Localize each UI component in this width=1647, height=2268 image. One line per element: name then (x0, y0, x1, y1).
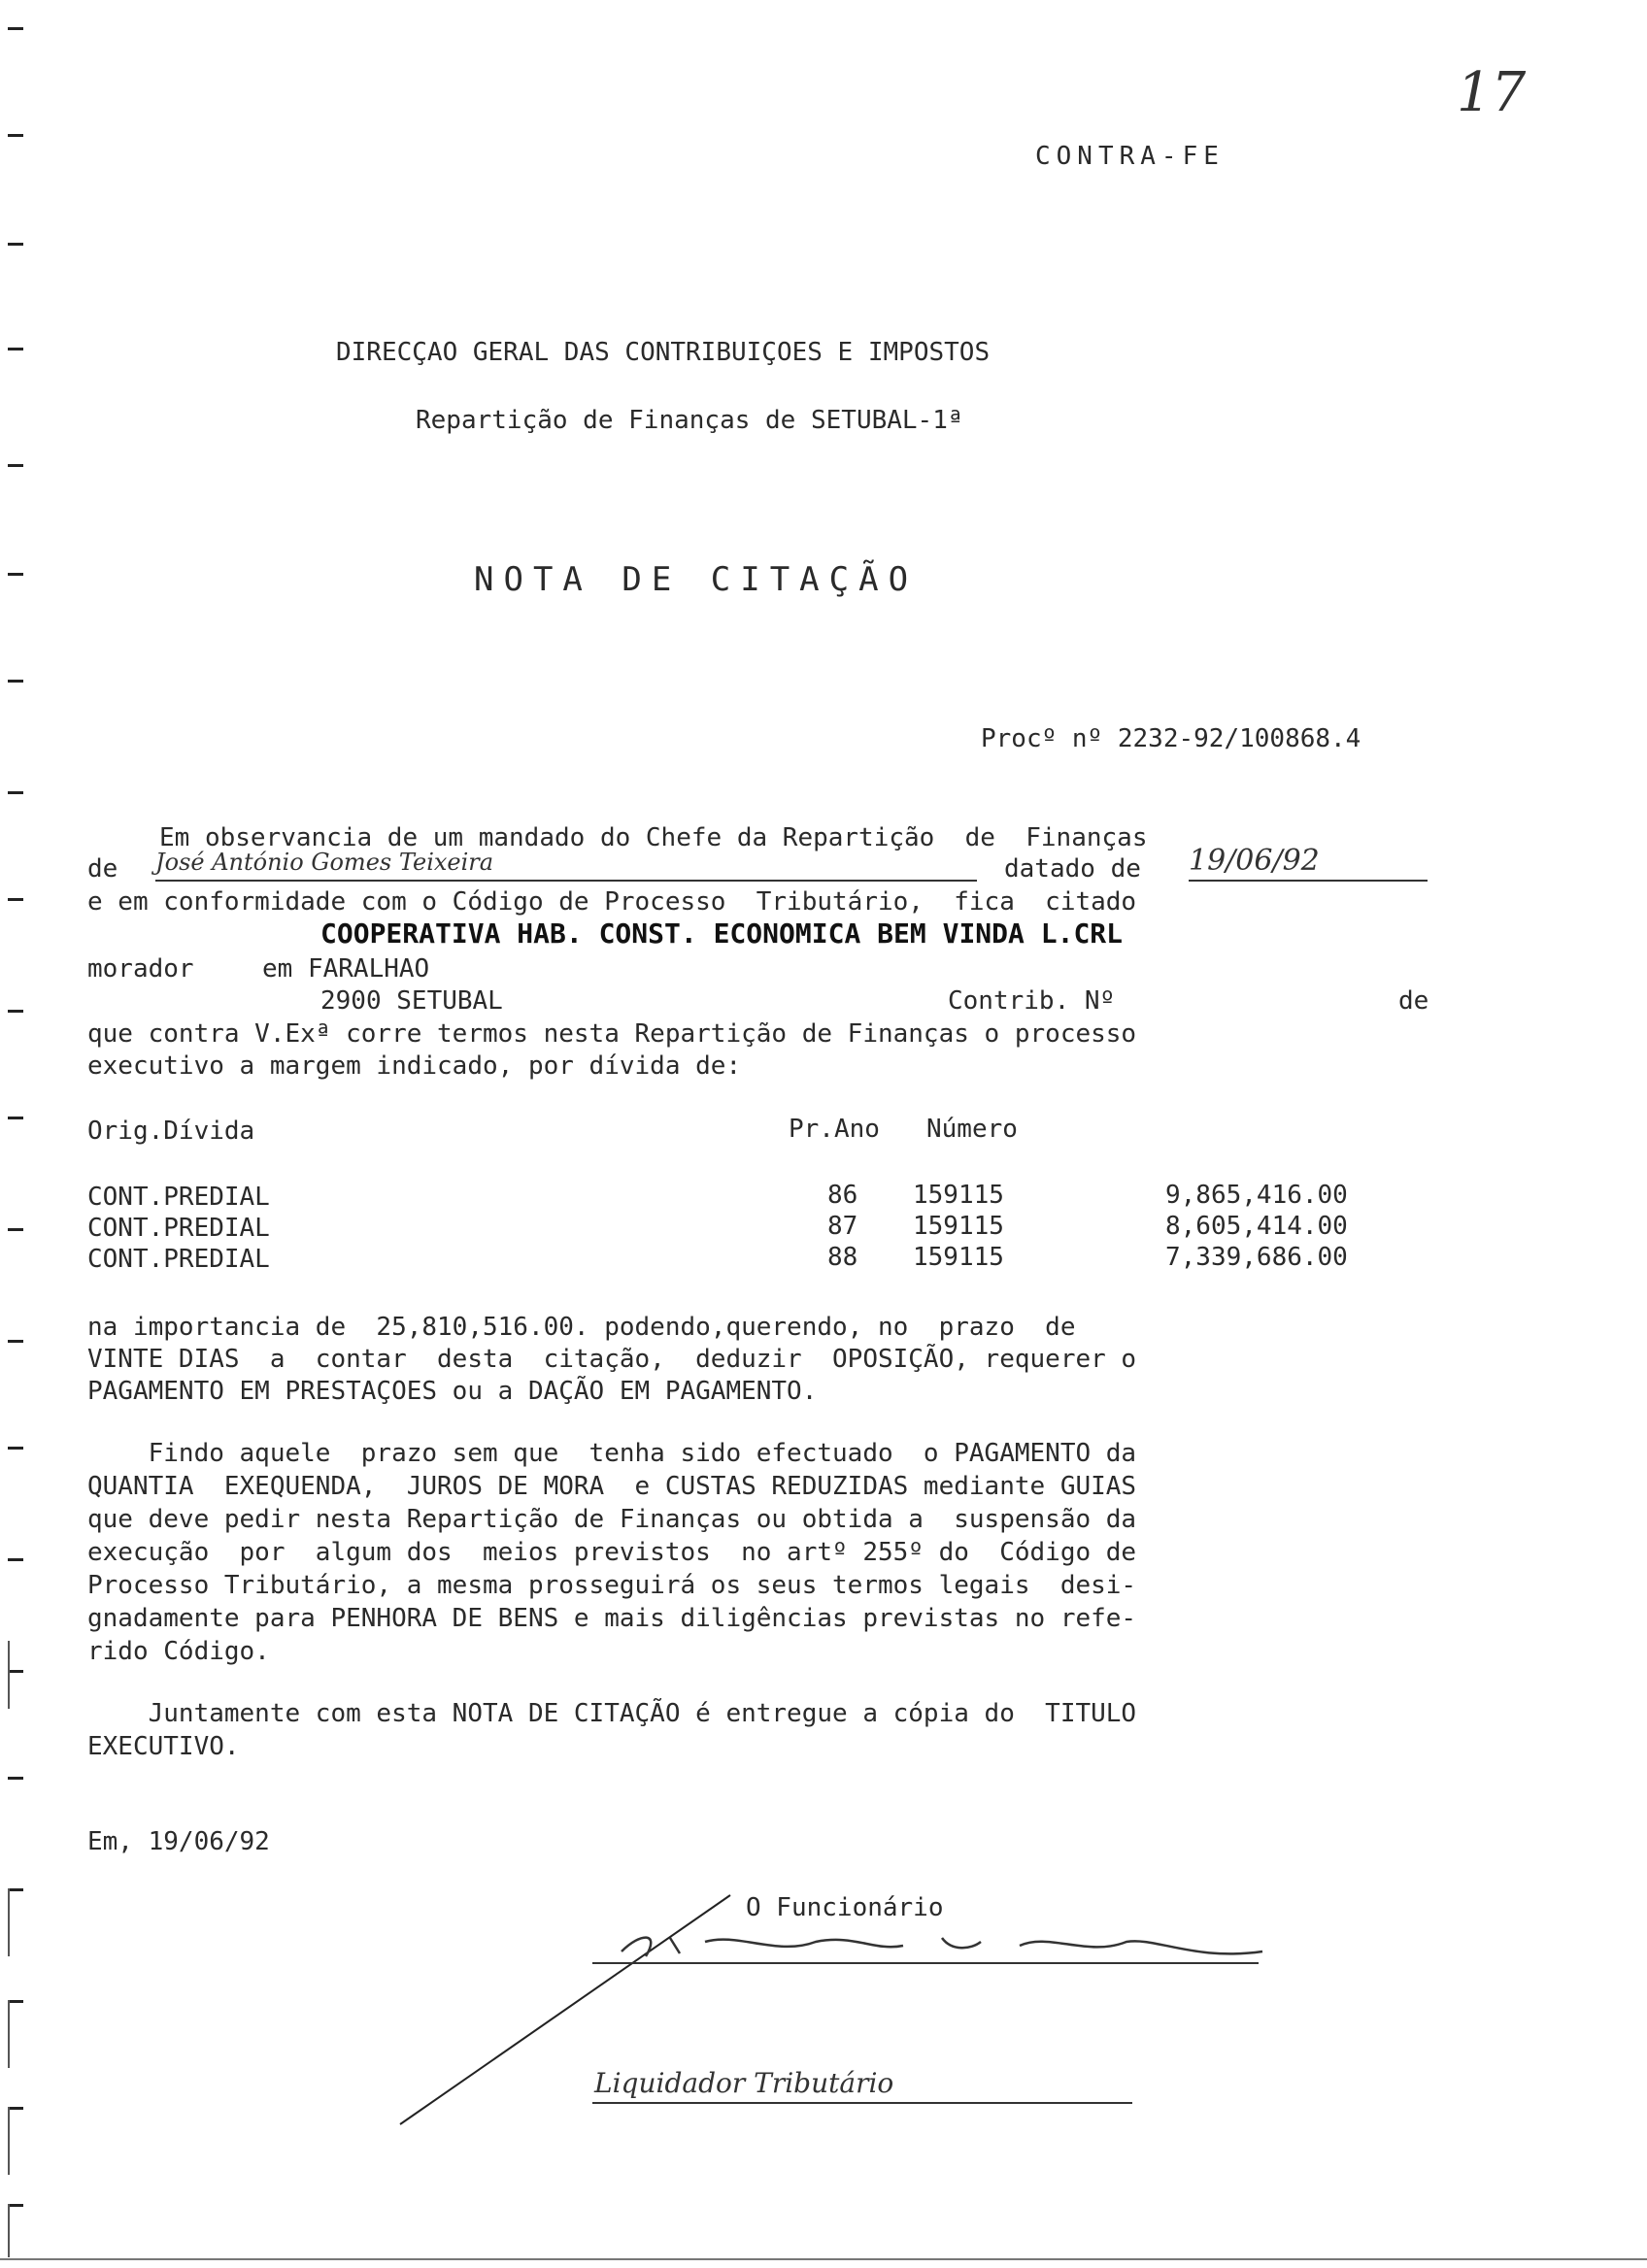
intro-line-exec: executivo a margem indicado, por dívida de: (87, 1051, 742, 1081)
intro-line-1: Em observancia de um mandado do Chefe da Repartição de Finanças (159, 823, 1148, 852)
date-line: Em, 19/06/92 (87, 1827, 270, 1856)
row-ano: 87 (827, 1212, 858, 1241)
findo-line-3: que deve pedir nesta Repartição de Finanças ou obtida a suspensão da (87, 1505, 1137, 1534)
de-label: de (1398, 986, 1429, 1016)
importancia-line-3: PAGAMENTO EM PRESTAÇOES ou a DAÇÃO EM PAGAMENTO. (87, 1377, 818, 1406)
copy-label: CONTRA-FE (1035, 142, 1225, 171)
intro-line-3: e em conformidade com o Código de Processo Tributário, fica citado (87, 887, 1137, 917)
findo-line-5: Processo Tributário, a mesma prosseguirá os seus termos legais desi- (87, 1571, 1137, 1600)
row-valor: 9,865,416.00 (1165, 1181, 1348, 1210)
authority-heading: DIRECÇAO GERAL DAS CONTRIBUIÇOES E IMPOSTOS (336, 338, 991, 367)
juntamente-line-1: Juntamente com esta NOTA DE CITAÇÃO é entregue a cópia do TITULO (87, 1699, 1137, 1728)
page-number: 17 (1457, 61, 1527, 124)
row-numero: 159115 (913, 1212, 1004, 1241)
row-orig: CONT.PREDIAL (87, 1183, 270, 1212)
findo-line-1: Findo aquele prazo sem que tenha sido efectuado o PAGAMENTO da (87, 1439, 1137, 1468)
row-valor: 8,605,414.00 (1165, 1212, 1348, 1241)
official-label: O Funcionário (746, 1893, 944, 1922)
table-header-pr-ano: Pr.Ano (789, 1115, 880, 1144)
row-valor: 7,339,686.00 (1165, 1243, 1348, 1272)
contrib-label: Contrib. Nº (948, 986, 1116, 1016)
row-orig: CONT.PREDIAL (87, 1214, 270, 1243)
findo-line-7: rido Código. (87, 1637, 270, 1666)
findo-line-4: execução por algum dos meios previstos no artº 255º do Código de (87, 1538, 1137, 1567)
bottom-edge-line (0, 2258, 1647, 2260)
row-orig: CONT.PREDIAL (87, 1245, 270, 1274)
row-numero: 159115 (913, 1181, 1004, 1210)
findo-line-2: QUANTIA EXEQUENDA, JUROS DE MORA e CUSTAS REDUZIDAS mediante GUIAS (87, 1472, 1137, 1501)
table-header-numero: Número (926, 1115, 1018, 1144)
doc-title: NOTA DE CITAÇÃO (474, 560, 919, 599)
row-numero: 159115 (913, 1243, 1004, 1272)
morador-label: morador (87, 954, 194, 984)
process-reference: Procº nº 2232-92/100868.4 (981, 724, 1361, 753)
table-header-orig: Orig.Dívida (87, 1117, 255, 1146)
importancia-line-1: na importancia de 25,810,516.00. podendo,querendo, no prazo de (87, 1313, 1076, 1342)
row-ano: 88 (827, 1243, 858, 1272)
intro-line-2-prefix: de (87, 854, 118, 884)
findo-line-6: gnadamente para PENHORA DE BENS e mais diligências previstas no refe- (87, 1604, 1137, 1633)
juntamente-line-2: EXECUTIVO. (87, 1732, 240, 1761)
debtor-name: COOPERATIVA HAB. CONST. ECONOMICA BEM VINDA L.CRL (320, 917, 1124, 950)
importancia-line-2: VINTE DIAS a contar desta citação, deduzir OPOSIÇÃO, requerer o (87, 1345, 1137, 1374)
row-ano: 86 (827, 1181, 858, 1210)
morador-location: em FARALHAO (262, 954, 430, 984)
intro-line-2-datado: datado de (1004, 854, 1141, 884)
signature-title-handwritten: Liquidador Tributário (594, 2067, 894, 2099)
chefe-name-handwritten: José António Gomes Teixeira (155, 850, 977, 882)
office-heading: Repartição de Finanças de SETUBAL-1ª (416, 406, 963, 435)
mandate-date-handwritten: 19/06/92 (1189, 847, 1428, 882)
intro-line-que: que contra V.Exª corre termos nesta Repartição de Finanças o processo (87, 1019, 1137, 1049)
postal-address: 2900 SETUBAL (320, 986, 503, 1016)
